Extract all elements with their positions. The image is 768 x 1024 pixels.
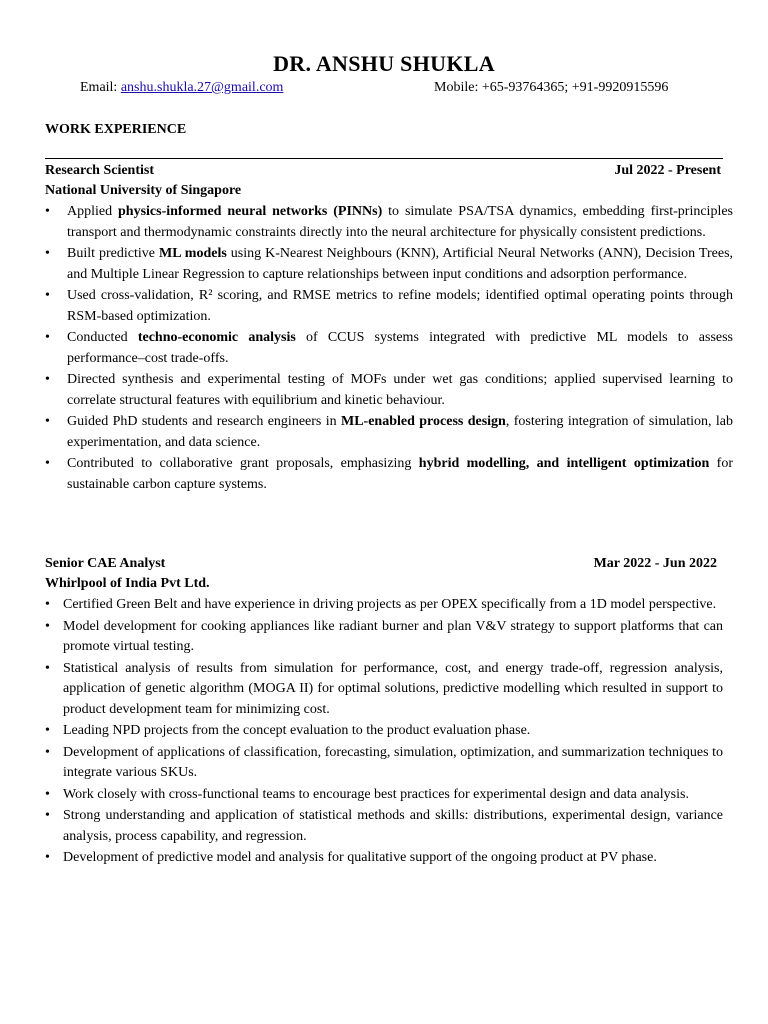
job-dates: Jul 2022 - Present [614, 163, 721, 178]
bullet-item: • Directed synthesis and experimental testing of MOFs under wet gas conditions; applied supervised learning to correlate structural features with equilibrium and kinetic behaviour. [45, 370, 733, 411]
bullet-item: • Conducted techno-economic analysis of CCUS systems integrated with predictive ML models to assess performance–cost trade-offs. [45, 328, 733, 369]
job-entry-senior-cae-analyst [45, 554, 723, 870]
bullet-item: • Leading NPD projects from the concept evaluation to the product evaluation phase. [45, 721, 723, 742]
job-header [45, 554, 723, 574]
job-bullet-list [45, 595, 723, 869]
bullet-item: • Strong understanding and application of statistical methods and skills: distributions, experimental design, variance analysis, process capability, and regression. [45, 806, 723, 847]
job-entry-research-scientist [45, 161, 733, 496]
bullet-item: • Certified Green Belt and have experience in driving projects as per OPEX specifically from a 1D model perspective. [45, 595, 723, 616]
job-company: National University of Singapore [45, 183, 242, 198]
job-dates: Mar 2022 - Jun 2022 [593, 556, 717, 571]
bullet-item: • Guided PhD students and research engineers in ML-enabled process design, fostering integration of simulation, lab experimentation, and data science. [45, 412, 733, 453]
bullet-item: • Work closely with cross-functional teams to encourage best practices for experimental design and data analysis. [45, 785, 723, 806]
bullet-item: • Model development for cooking appliances like radiant burner and plan V&V strategy to support platforms that can promote virtual testing. [45, 617, 723, 658]
section-title-work-experience: WORK EXPERIENCE [45, 122, 187, 137]
bullet-item: • Applied physics-informed neural networks (PINNs) to simulate PSA/TSA dynamics, embedding first-principles transport and thermodynamic constraints directly into the neural architecture for physically consistent predictions. [45, 202, 733, 243]
candidate-name: DR. ANSHU SHUKLA [273, 51, 495, 76]
mobile-numbers: Mobile: +65-93764365; +91-9920915596 [434, 80, 669, 95]
bullet-item: • Contributed to collaborative grant proposals, emphasizing hybrid modelling, and intelligent optimization for sustainable carbon capture systems. [45, 454, 733, 495]
job-company: Whirlpool of India Pvt Ltd. [45, 576, 210, 591]
email-link[interactable]: anshu.shukla.27@gmail.com [120, 80, 284, 95]
section-divider [45, 158, 723, 159]
email-label: Email: [80, 80, 118, 95]
bullet-item: • Statistical analysis of results from simulation for performance, cost, and energy trade-off, regression analysis, application of genetic algorithm (MOGA II) for optimal solutions, predictive modelling which resulted in support to product development team for minimizing cost. [45, 659, 723, 721]
bullet-item: • Used cross-validation, R² scoring, and RMSE metrics to refine models; identified optimal operating points through RSM-based optimization. [45, 286, 733, 327]
job-header [45, 161, 733, 181]
job-title: Senior CAE Analyst [45, 556, 166, 571]
bullet-item: • Development of predictive model and analysis for qualitative support of the ongoing product at PV phase. [45, 848, 723, 869]
bullet-item: • Development of applications of classification, forecasting, simulation, optimization, and summarization techniques to integrate various SKUs. [45, 743, 723, 784]
job-bullet-list [45, 202, 733, 495]
email-block [80, 78, 283, 99]
contact-line [80, 78, 700, 98]
job-title: Research Scientist [45, 163, 154, 178]
bullet-item: • Built predictive ML models using K-Nearest Neighbours (KNN), Artificial Neural Networks (ANN), Decision Trees, and Multiple Linear Regression to capture relationships between input conditions and adsorption performance. [45, 244, 733, 285]
